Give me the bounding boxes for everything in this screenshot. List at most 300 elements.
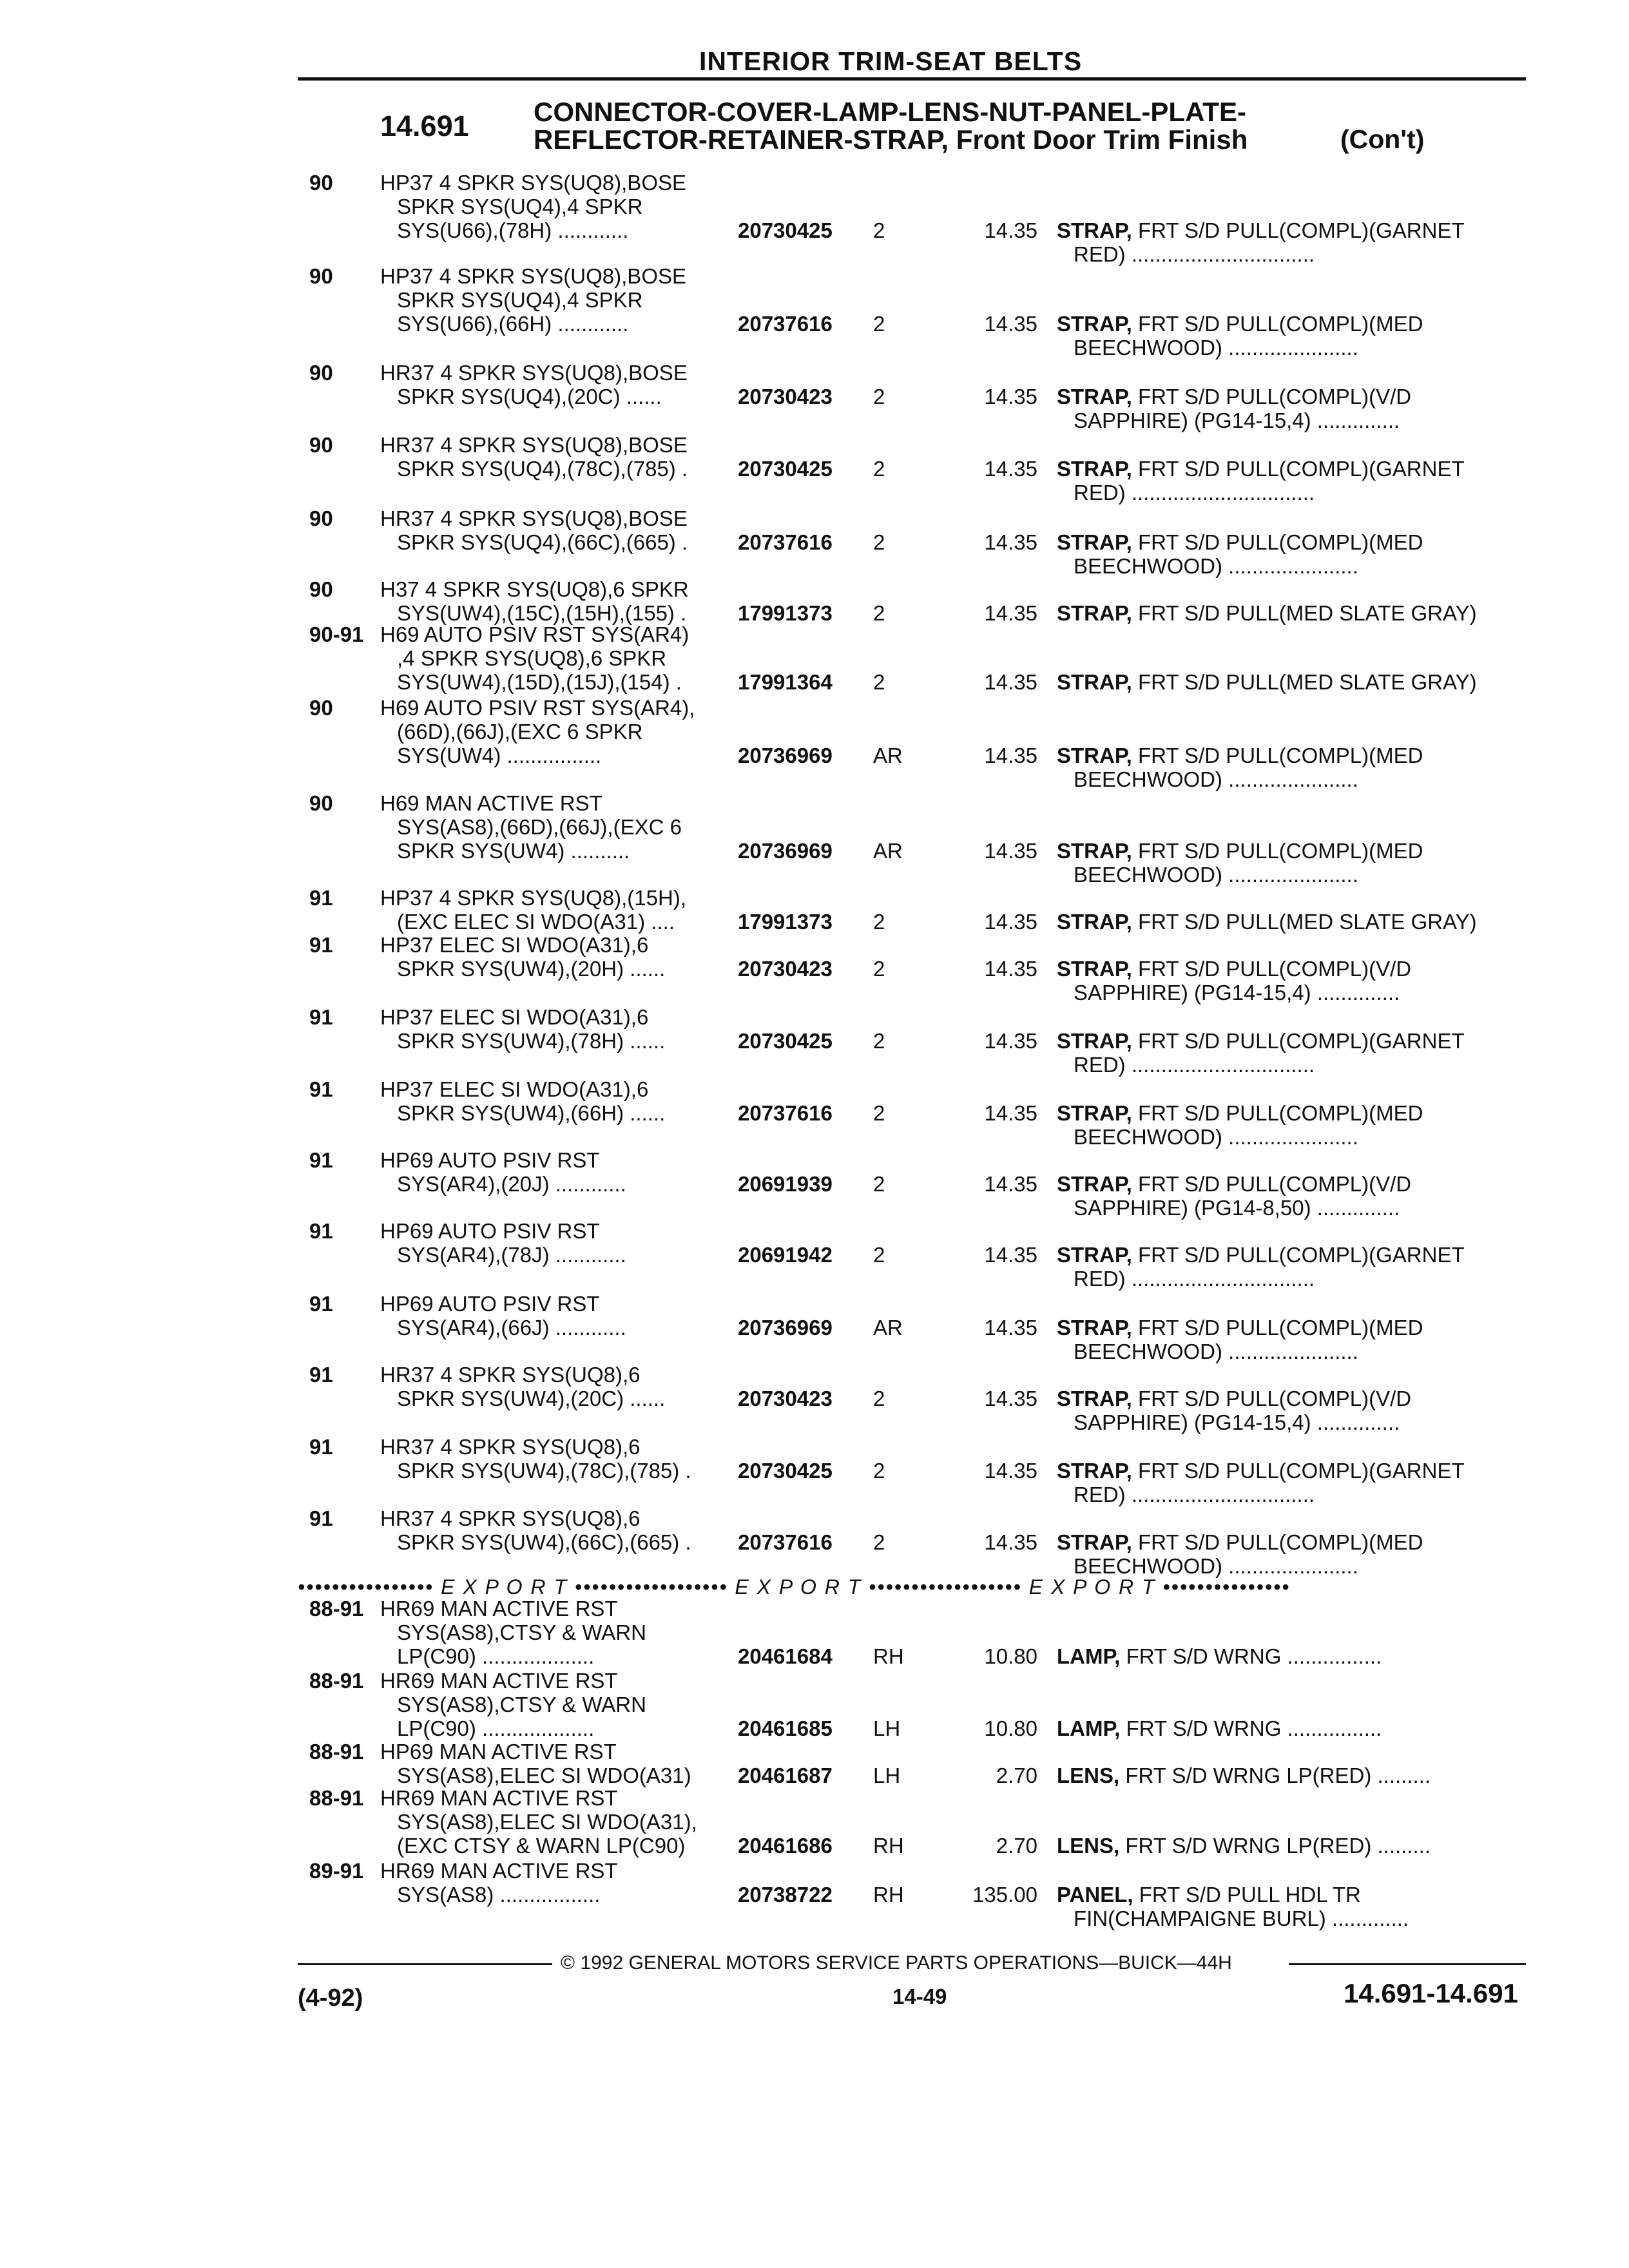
part-name-keyword: STRAP, xyxy=(1057,839,1132,863)
price: 14.35 xyxy=(984,1530,1037,1554)
footer-rule-right xyxy=(1289,1963,1526,1965)
part-name-line xyxy=(1057,457,1465,481)
part-name xyxy=(1057,670,1477,694)
description-line: H69 MAN ACTIVE RST xyxy=(380,791,602,815)
description-line: SYS(UW4) ................ xyxy=(397,744,602,767)
quantity: 2 xyxy=(873,1101,885,1125)
usage-description xyxy=(380,433,688,481)
part-name-text: FRT S/D PULL(COMPL)(MED xyxy=(1137,1316,1423,1340)
usage-description xyxy=(380,696,695,767)
part-number: 20730425 xyxy=(738,218,833,242)
part-name-keyword: STRAP, xyxy=(1057,1459,1132,1483)
part-name-line: RED) ............................... xyxy=(1074,242,1315,266)
part-name xyxy=(1057,957,1411,1004)
part-name-line: RED) ............................... xyxy=(1074,481,1315,505)
part-name xyxy=(1057,1387,1411,1434)
usage-description xyxy=(380,1435,691,1483)
part-number: 20461686 xyxy=(738,1834,833,1858)
part-name xyxy=(1057,1644,1382,1668)
part-name-keyword: LAMP, xyxy=(1057,1644,1121,1668)
usage-description xyxy=(380,1597,646,1668)
usage-description xyxy=(380,1786,697,1858)
part-name-keyword: STRAP, xyxy=(1057,601,1132,625)
description-line: SYS(U66),(66H) ............ xyxy=(397,312,629,336)
part-name-keyword: STRAP, xyxy=(1057,670,1132,694)
part-name xyxy=(1057,1101,1423,1149)
quantity: RH xyxy=(873,1644,904,1668)
description-line: LP(C90) ................... xyxy=(397,1716,595,1740)
continued-label: (Con't) xyxy=(1340,124,1425,154)
usage-description xyxy=(380,1859,618,1907)
description-line: H37 4 SPKR SYS(UQ8),6 SPKR xyxy=(380,577,689,601)
part-name xyxy=(1057,312,1423,360)
description-line: HR69 MAN ACTIVE RST xyxy=(380,1597,618,1620)
description-line: HR37 4 SPKR SYS(UQ8),6 xyxy=(380,1363,641,1387)
description-line: SYS(AS8),CTSY & WARN xyxy=(397,1693,646,1716)
usage-description xyxy=(380,1148,626,1196)
usage-description xyxy=(380,171,686,242)
model-year: 88-91 xyxy=(309,1597,364,1620)
part-number: 20730423 xyxy=(738,957,833,981)
price: 14.35 xyxy=(984,910,1037,934)
part-number: 20736969 xyxy=(738,744,833,767)
description-line: HP37 ELEC SI WDO(A31),6 xyxy=(380,933,649,957)
model-year: 90 xyxy=(309,171,333,195)
part-number: 20730423 xyxy=(738,1387,833,1410)
part-number: 17991373 xyxy=(738,910,833,934)
part-number: 20691942 xyxy=(738,1243,833,1267)
part-number: 17991364 xyxy=(738,670,833,694)
part-number: 20736969 xyxy=(738,839,833,863)
description-line: H69 AUTO PSIV RST SYS(AR4), xyxy=(380,696,695,720)
part-name-keyword: STRAP, xyxy=(1057,530,1132,554)
price: 14.35 xyxy=(984,457,1037,481)
quantity: LH xyxy=(873,1763,901,1787)
part-name-line xyxy=(1057,1644,1382,1668)
price: 14.35 xyxy=(984,744,1037,767)
part-number: 20691939 xyxy=(738,1172,833,1196)
price: 14.35 xyxy=(984,957,1037,981)
part-name-line xyxy=(1057,1834,1431,1858)
part-name xyxy=(1057,218,1465,266)
quantity: 2 xyxy=(873,1530,885,1554)
quantity: LH xyxy=(873,1716,901,1740)
part-name xyxy=(1057,1172,1411,1220)
part-name-keyword: STRAP, xyxy=(1057,457,1132,481)
part-name-keyword: STRAP, xyxy=(1057,1101,1132,1125)
description-line: HR37 4 SPKR SYS(UQ8),BOSE xyxy=(380,361,688,385)
usage-description xyxy=(380,1219,626,1267)
part-name-line: BEECHWOOD) ...................... xyxy=(1074,554,1358,578)
description-line: HR37 4 SPKR SYS(UQ8),BOSE xyxy=(380,506,688,530)
price: 10.80 xyxy=(984,1716,1037,1740)
part-name-line: BEECHWOOD) ...................... xyxy=(1074,1554,1358,1578)
price: 14.35 xyxy=(984,839,1037,863)
model-year: 90 xyxy=(309,361,333,385)
description-line: (66D),(66J),(EXC 6 SPKR xyxy=(397,720,643,744)
part-name-line xyxy=(1057,1459,1465,1483)
model-year: 90 xyxy=(309,506,333,530)
price: 14.35 xyxy=(984,1459,1037,1483)
part-name-line: RED) ............................... xyxy=(1074,1267,1315,1291)
part-name-line: BEECHWOOD) ...................... xyxy=(1074,1340,1358,1363)
description-line: HR37 4 SPKR SYS(UQ8),BOSE xyxy=(380,433,688,457)
description-line: HR37 4 SPKR SYS(UQ8),6 xyxy=(380,1506,641,1530)
part-name-line: BEECHWOOD) ...................... xyxy=(1074,863,1358,887)
part-name xyxy=(1057,601,1477,625)
part-name xyxy=(1057,839,1423,887)
price: 14.35 xyxy=(984,1029,1037,1053)
part-name-text: FRT S/D PULL(COMPL)(GARNET xyxy=(1137,1029,1465,1053)
part-name xyxy=(1057,1834,1431,1858)
part-name-line xyxy=(1057,1387,1411,1410)
description-line: HP69 MAN ACTIVE RST xyxy=(380,1740,617,1763)
part-name-text: FRT S/D PULL(COMPL)(MED xyxy=(1137,839,1423,863)
usage-description xyxy=(380,506,688,554)
part-number: 20461684 xyxy=(738,1644,833,1668)
description-line: HP37 ELEC SI WDO(A31),6 xyxy=(380,1005,649,1029)
part-name xyxy=(1057,1243,1465,1291)
description-line: SPKR SYS(UW4) .......... xyxy=(397,839,630,863)
part-name xyxy=(1057,530,1423,578)
part-name-line xyxy=(1057,1763,1431,1787)
part-name-keyword: STRAP, xyxy=(1057,1029,1132,1053)
description-line: HR69 MAN ACTIVE RST xyxy=(380,1859,618,1883)
price: 14.35 xyxy=(984,218,1037,242)
description-line: SPKR SYS(UW4),(66H) ...... xyxy=(397,1101,666,1125)
part-name-line xyxy=(1057,1316,1423,1340)
price: 14.35 xyxy=(984,1172,1037,1196)
part-name-line xyxy=(1057,1029,1465,1053)
quantity: RH xyxy=(873,1834,904,1858)
part-name xyxy=(1057,1763,1431,1787)
price: 2.70 xyxy=(996,1763,1037,1787)
price: 135.00 xyxy=(972,1883,1037,1907)
part-name-keyword: STRAP, xyxy=(1057,218,1132,242)
part-name-text: FRT S/D PULL(MED SLATE GRAY) xyxy=(1137,670,1477,694)
quantity: 2 xyxy=(873,670,885,694)
part-number: 20737616 xyxy=(738,1530,833,1554)
footer-rule-left xyxy=(298,1963,552,1965)
part-number: 20737616 xyxy=(738,1101,833,1125)
part-number: 17991373 xyxy=(738,601,833,625)
description-line: SPKR SYS(UW4),(20H) ...... xyxy=(397,957,666,981)
footer-copyright: © 1992 GENERAL MOTORS SERVICE PARTS OPERATIONS—BUICK—44H xyxy=(561,1952,1232,1974)
description-line: SYS(AS8) ................. xyxy=(397,1883,601,1907)
part-name-text: FRT S/D PULL(COMPL)(GARNET xyxy=(1137,218,1465,242)
description-line: SYS(AR4),(66J) ............ xyxy=(397,1316,626,1340)
part-name-line: FIN(CHAMPAIGNE BURL) ............. xyxy=(1074,1907,1409,1930)
part-name-line: SAPPHIRE) (PG14-15,4) .............. xyxy=(1074,981,1400,1004)
part-name-line xyxy=(1057,218,1465,242)
price: 14.35 xyxy=(984,1243,1037,1267)
description-line: ,4 SPKR SYS(UQ8),6 SPKR xyxy=(397,646,667,670)
model-year: 88-91 xyxy=(309,1786,364,1810)
description-line: SPKR SYS(UQ4),4 SPKR xyxy=(397,288,643,312)
part-name xyxy=(1057,910,1477,934)
part-name-line: BEECHWOOD) ...................... xyxy=(1074,767,1358,791)
price: 14.35 xyxy=(984,1387,1037,1410)
part-name-text: FRT S/D PULL(COMPL)(MED xyxy=(1137,530,1423,554)
description-line: SPKR SYS(UW4),(20C) ...... xyxy=(397,1387,666,1410)
quantity: AR xyxy=(873,1316,903,1340)
description-line: SPKR SYS(UQ4),(78C),(785) . xyxy=(397,457,688,481)
part-name-line xyxy=(1057,1530,1423,1554)
description-line: HP37 4 SPKR SYS(UQ8),BOSE xyxy=(380,171,687,195)
part-name-keyword: STRAP, xyxy=(1057,1530,1132,1554)
part-name-line xyxy=(1057,601,1477,625)
part-name-keyword: STRAP, xyxy=(1057,910,1132,934)
description-line: SYS(AS8),ELEC SI WDO(A31), xyxy=(397,1810,697,1834)
part-name-line xyxy=(1057,839,1423,863)
usage-description xyxy=(380,1506,691,1554)
part-name-text: FRT S/D PULL HDL TR xyxy=(1139,1883,1361,1907)
part-name-line xyxy=(1057,1101,1423,1125)
part-name xyxy=(1057,457,1465,505)
part-name-text: FRT S/D PULL(MED SLATE GRAY) xyxy=(1137,601,1477,625)
quantity: 2 xyxy=(873,385,885,408)
part-number: 20730425 xyxy=(738,1029,833,1053)
part-name-text: FRT S/D PULL(COMPL)(V/D xyxy=(1137,1172,1412,1196)
quantity: 2 xyxy=(873,312,885,336)
model-year: 91 xyxy=(309,933,333,957)
quantity: 2 xyxy=(873,910,885,934)
description-line: SPKR SYS(UQ4),4 SPKR xyxy=(397,195,643,218)
model-year: 91 xyxy=(309,1292,333,1316)
description-line: SPKR SYS(UQ4),(20C) ...... xyxy=(397,385,662,408)
part-name-line xyxy=(1057,385,1411,408)
part-name-text: FRT S/D PULL(MED SLATE GRAY) xyxy=(1137,910,1477,934)
part-number: 20461685 xyxy=(738,1716,833,1740)
part-name xyxy=(1057,385,1411,432)
part-name-line xyxy=(1057,957,1411,981)
part-name-line xyxy=(1057,1243,1465,1267)
quantity: AR xyxy=(873,744,903,767)
part-name-text: FRT S/D PULL(COMPL)(GARNET xyxy=(1137,1459,1465,1483)
description-line: (EXC CTSY & WARN LP(C90) xyxy=(397,1834,686,1858)
part-name-text: FRT S/D PULL(COMPL)(MED xyxy=(1137,744,1423,767)
part-name-text: FRT S/D WRNG LP(RED) ......... xyxy=(1125,1834,1431,1858)
description-line: HP37 4 SPKR SYS(UQ8),(15H), xyxy=(380,886,686,910)
usage-description xyxy=(380,933,665,981)
usage-description xyxy=(380,577,689,625)
model-year: 91 xyxy=(309,1506,333,1530)
usage-description xyxy=(380,622,689,694)
quantity: 2 xyxy=(873,530,885,554)
part-name xyxy=(1057,1316,1423,1363)
usage-description xyxy=(380,1292,626,1340)
group-number: 14.691 xyxy=(380,110,469,142)
model-year: 91 xyxy=(309,1219,333,1243)
description-line: H69 AUTO PSIV RST SYS(AR4) xyxy=(380,622,689,646)
part-name-keyword: LAMP, xyxy=(1057,1716,1121,1740)
description-line: SYS(AS8),(66D),(66J),(EXC 6 xyxy=(397,815,682,839)
price: 14.35 xyxy=(984,670,1037,694)
part-name-keyword: STRAP, xyxy=(1057,385,1132,408)
part-name-text: FRT S/D PULL(COMPL)(GARNET xyxy=(1137,1243,1465,1267)
description-line: SYS(AR4),(20J) ............ xyxy=(397,1172,626,1196)
part-name-line: RED) ............................... xyxy=(1074,1053,1315,1077)
model-year: 91 xyxy=(309,1435,333,1459)
quantity: RH xyxy=(873,1883,904,1907)
part-name xyxy=(1057,1459,1465,1506)
part-name-line: SAPPHIRE) (PG14-8,50) .............. xyxy=(1074,1196,1400,1220)
price: 14.35 xyxy=(984,1101,1037,1125)
part-name-keyword: STRAP, xyxy=(1057,312,1132,336)
part-number: 20736969 xyxy=(738,1316,833,1340)
footer-range: 14.691-14.691 xyxy=(1344,1978,1518,2008)
part-name-line xyxy=(1057,1716,1382,1740)
footer-date: (4-92) xyxy=(298,1984,363,2012)
part-name-line: SAPPHIRE) (PG14-15,4) .............. xyxy=(1074,408,1400,432)
price: 14.35 xyxy=(984,385,1037,408)
description-line: SPKR SYS(UW4),(66C),(665) . xyxy=(397,1530,691,1554)
part-name xyxy=(1057,1716,1382,1740)
model-year: 88-91 xyxy=(309,1669,364,1693)
usage-description xyxy=(380,361,688,408)
part-name-line xyxy=(1057,530,1423,554)
part-name xyxy=(1057,744,1423,791)
part-name-text: FRT S/D PULL(COMPL)(V/D xyxy=(1137,1387,1412,1410)
model-year: 90 xyxy=(309,433,333,457)
description-line: SYS(U66),(78H) ............ xyxy=(397,218,629,242)
model-year: 90-91 xyxy=(309,622,364,646)
quantity: 2 xyxy=(873,1387,885,1410)
part-name-keyword: LENS, xyxy=(1057,1834,1120,1858)
model-year: 89-91 xyxy=(309,1859,364,1883)
model-year: 90 xyxy=(309,791,333,815)
quantity: 2 xyxy=(873,957,885,981)
description-line: LP(C90) ................... xyxy=(397,1644,595,1668)
part-name-line xyxy=(1057,1883,1409,1907)
part-name-line: BEECHWOOD) ...................... xyxy=(1074,336,1358,360)
export-divider: •••••••••••••••• E X P O R T •••••••••••••••••• E X P O R T •••••••••••••••••• E X P O R T ••••••••••••••• xyxy=(298,1575,1291,1599)
part-name xyxy=(1057,1029,1465,1077)
description-line: SYS(UW4),(15C),(15H),(155) . xyxy=(397,601,687,625)
model-year: 90 xyxy=(309,696,333,720)
part-name-text: FRT S/D PULL(COMPL)(MED xyxy=(1137,1101,1423,1125)
part-name-line xyxy=(1057,910,1477,934)
description-line: HP69 AUTO PSIV RST xyxy=(380,1219,600,1243)
part-name-line: BEECHWOOD) ...................... xyxy=(1074,1125,1358,1149)
usage-description xyxy=(380,264,686,336)
part-name-line xyxy=(1057,670,1477,694)
quantity: AR xyxy=(873,839,903,863)
description-line: SYS(AS8),CTSY & WARN xyxy=(397,1620,646,1644)
description-line: HP69 AUTO PSIV RST xyxy=(380,1292,600,1316)
part-name-keyword: STRAP, xyxy=(1057,1243,1132,1267)
price: 14.35 xyxy=(984,530,1037,554)
description-line: (EXC ELEC SI WDO(A31) .... xyxy=(397,910,675,934)
part-name-text: FRT S/D WRNG ................ xyxy=(1126,1716,1382,1740)
part-name-line xyxy=(1057,1172,1411,1196)
part-name-line xyxy=(1057,312,1423,336)
part-number: 20730423 xyxy=(738,385,833,408)
part-name xyxy=(1057,1883,1409,1930)
description-line: SYS(AS8),ELEC SI WDO(A31) xyxy=(397,1763,691,1787)
part-number: 20738722 xyxy=(738,1883,833,1907)
description-line: HP69 AUTO PSIV RST xyxy=(380,1148,600,1172)
quantity: 2 xyxy=(873,1243,885,1267)
part-name-keyword: STRAP, xyxy=(1057,1316,1132,1340)
quantity: 2 xyxy=(873,1172,885,1196)
model-year: 90 xyxy=(309,264,333,288)
quantity: 2 xyxy=(873,601,885,625)
description-line: HR37 4 SPKR SYS(UQ8),6 xyxy=(380,1435,641,1459)
part-name-keyword: STRAP, xyxy=(1057,1172,1132,1196)
usage-description xyxy=(380,886,686,934)
description-line: SPKR SYS(UQ4),(66C),(665) . xyxy=(397,530,688,554)
usage-description xyxy=(380,1669,646,1740)
part-name-text: FRT S/D PULL(COMPL)(V/D xyxy=(1137,957,1412,981)
description-line: HP37 ELEC SI WDO(A31),6 xyxy=(380,1077,649,1101)
usage-description xyxy=(380,791,682,863)
group-title-line2: REFLECTOR-RETAINER-STRAP, Front Door Trim Finish xyxy=(534,124,1248,155)
part-name xyxy=(1057,1530,1423,1578)
part-name-keyword: LENS, xyxy=(1057,1763,1120,1787)
price: 14.35 xyxy=(984,312,1037,336)
part-name-text: FRT S/D PULL(COMPL)(MED xyxy=(1137,1530,1423,1554)
usage-description xyxy=(380,1740,691,1787)
part-number: 20730425 xyxy=(738,1459,833,1483)
part-number: 20737616 xyxy=(738,530,833,554)
part-name-line: SAPPHIRE) (PG14-15,4) .............. xyxy=(1074,1410,1400,1434)
section-title: INTERIOR TRIM-SEAT BELTS xyxy=(699,46,1083,76)
part-name-keyword: STRAP, xyxy=(1057,744,1132,767)
group-title-line1: CONNECTOR-COVER-LAMP-LENS-NUT-PANEL-PLATE- xyxy=(534,97,1246,127)
part-name-keyword: STRAP, xyxy=(1057,1387,1132,1410)
model-year: 88-91 xyxy=(309,1740,364,1763)
part-name-line: RED) ............................... xyxy=(1074,1483,1315,1506)
footer-page-number: 14-49 xyxy=(892,1984,947,2008)
part-number: 20461687 xyxy=(738,1763,833,1787)
price: 14.35 xyxy=(984,1316,1037,1340)
part-name-keyword: PANEL, xyxy=(1057,1883,1133,1907)
quantity: 2 xyxy=(873,457,885,481)
part-number: 20730425 xyxy=(738,457,833,481)
model-year: 91 xyxy=(309,1077,333,1101)
part-name-text: FRT S/D WRNG ................ xyxy=(1126,1644,1382,1668)
usage-description xyxy=(380,1005,665,1053)
part-name-text: FRT S/D PULL(COMPL)(V/D xyxy=(1137,385,1412,408)
model-year: 90 xyxy=(309,577,333,601)
price: 14.35 xyxy=(984,601,1037,625)
price: 2.70 xyxy=(996,1834,1037,1858)
description-line: SYS(AR4),(78J) ............ xyxy=(397,1243,626,1267)
part-name-text: FRT S/D WRNG LP(RED) ......... xyxy=(1125,1763,1431,1787)
model-year: 91 xyxy=(309,1005,333,1029)
description-line: HP37 4 SPKR SYS(UQ8),BOSE xyxy=(380,264,687,288)
quantity: 2 xyxy=(873,1029,885,1053)
description-line: HR69 MAN ACTIVE RST xyxy=(380,1669,618,1693)
description-line: HR69 MAN ACTIVE RST xyxy=(380,1786,618,1810)
usage-description xyxy=(380,1363,665,1410)
model-year: 91 xyxy=(309,1148,333,1172)
quantity: 2 xyxy=(873,218,885,242)
price: 10.80 xyxy=(984,1644,1037,1668)
description-line: SPKR SYS(UW4),(78C),(785) . xyxy=(397,1459,691,1483)
part-number: 20737616 xyxy=(738,312,833,336)
usage-description xyxy=(380,1077,665,1125)
part-name-text: FRT S/D PULL(COMPL)(MED xyxy=(1137,312,1423,336)
part-name-keyword: STRAP, xyxy=(1057,957,1132,981)
description-line: SYS(UW4),(15D),(15J),(154) . xyxy=(397,670,682,694)
part-name-text: FRT S/D PULL(COMPL)(GARNET xyxy=(1137,457,1465,481)
quantity: 2 xyxy=(873,1459,885,1483)
model-year: 91 xyxy=(309,886,333,910)
model-year: 91 xyxy=(309,1363,333,1387)
description-line: SPKR SYS(UW4),(78H) ...... xyxy=(397,1029,666,1053)
